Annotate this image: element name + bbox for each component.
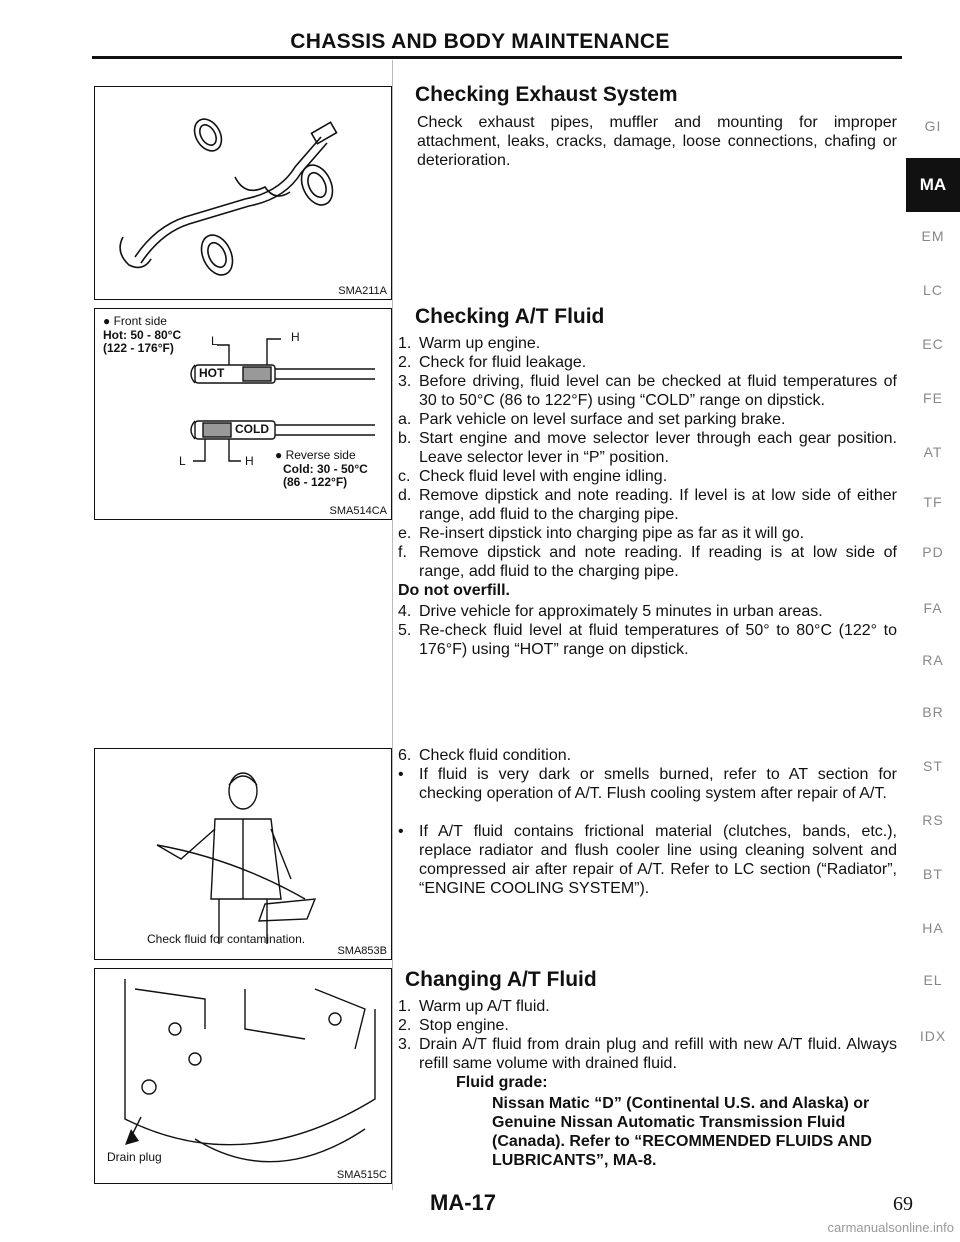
hot-range-f-label: (122 - 176°F) — [103, 341, 174, 355]
watermark: carmanualsonline.info — [827, 1220, 954, 1235]
side-tab-at[interactable]: AT — [923, 444, 943, 460]
front-side-label: ● Front side — [103, 314, 167, 328]
figure-code: SMA853B — [337, 945, 387, 957]
hot-range-label: Hot: 50 - 80°C — [103, 328, 182, 342]
side-tab-pd[interactable]: PD — [922, 544, 944, 560]
drain-plug-label: Drain plug — [107, 1150, 162, 1164]
side-tab-el[interactable]: EL — [923, 972, 943, 988]
l-label-reverse: L — [179, 454, 186, 468]
exhaust-figure — [94, 86, 392, 300]
side-tab-idx[interactable]: IDX — [919, 1028, 947, 1044]
page-header-title: CHASSIS AND BODY MAINTENANCE — [290, 30, 670, 53]
h-label-reverse: H — [245, 454, 254, 468]
exhaust-heading: Checking Exhaust System — [415, 83, 678, 106]
figure-code: SMA211A — [338, 285, 387, 297]
reverse-side-label: ● Reverse side — [275, 448, 356, 462]
l-label: L — [211, 334, 218, 348]
changing-heading: Changing A/T Fluid — [405, 968, 597, 991]
at-fluid-heading: Checking A/T Fluid — [415, 305, 605, 328]
side-tab-em[interactable]: EM — [921, 228, 945, 244]
contamination-figure — [94, 748, 392, 960]
figure-code: SMA515C — [336, 1169, 387, 1181]
side-tab-ec[interactable]: EC — [922, 336, 944, 352]
side-tab-ma[interactable]: MA — [906, 158, 960, 212]
cold-label: COLD — [235, 422, 269, 436]
side-tab-ra[interactable]: RA — [922, 652, 944, 668]
side-tab-fa[interactable]: FA — [923, 600, 943, 616]
technician-diagram — [95, 749, 391, 959]
side-tab-lc[interactable]: LC — [923, 282, 943, 298]
side-tab-fe[interactable]: FE — [923, 390, 943, 406]
header-rule — [92, 56, 902, 59]
contamination-caption: Check fluid for contamination. — [147, 932, 306, 946]
page-code: MA-17 — [430, 1190, 497, 1215]
cold-range-f-label: (86 - 122°F) — [283, 475, 348, 489]
side-tab-br[interactable]: BR — [922, 704, 944, 720]
exhaust-diagram — [95, 87, 391, 299]
fluid-grade-text: Nissan Matic “D” (Continental U.S. and Alaska) or Genuine Nissan Automatic Transmission Fluid (Canada). Refer to “RECOMMENDED FLUIDS AND LUBRICANTS”, MA-8. — [492, 1095, 872, 1169]
side-tab-rs[interactable]: RS — [922, 812, 944, 828]
side-tab-gi[interactable]: GI — [924, 118, 942, 134]
h-label: H — [291, 330, 300, 344]
dipstick-figure — [94, 308, 392, 520]
overfill-warning: Do not overfill. — [398, 582, 510, 599]
side-tab-tf[interactable]: TF — [923, 494, 943, 510]
side-tab-bt[interactable]: BT — [923, 866, 943, 882]
fluid-grade-label: Fluid grade: — [456, 1074, 548, 1091]
drain-figure — [94, 968, 392, 1184]
column-divider — [392, 60, 393, 1190]
page-number: 69 — [893, 1193, 913, 1215]
hot-label: HOT — [199, 366, 225, 380]
figure-code: SMA514CA — [329, 505, 387, 517]
exhaust-body: Check exhaust pipes, muffler and mounting for improper attachment, leaks, cracks, damage, loose connections, chafing or deterioration. — [417, 114, 897, 169]
side-tab-st[interactable]: ST — [923, 758, 943, 774]
cold-range-label: Cold: 30 - 50°C — [283, 462, 368, 476]
side-tab-ha[interactable]: HA — [922, 920, 944, 936]
